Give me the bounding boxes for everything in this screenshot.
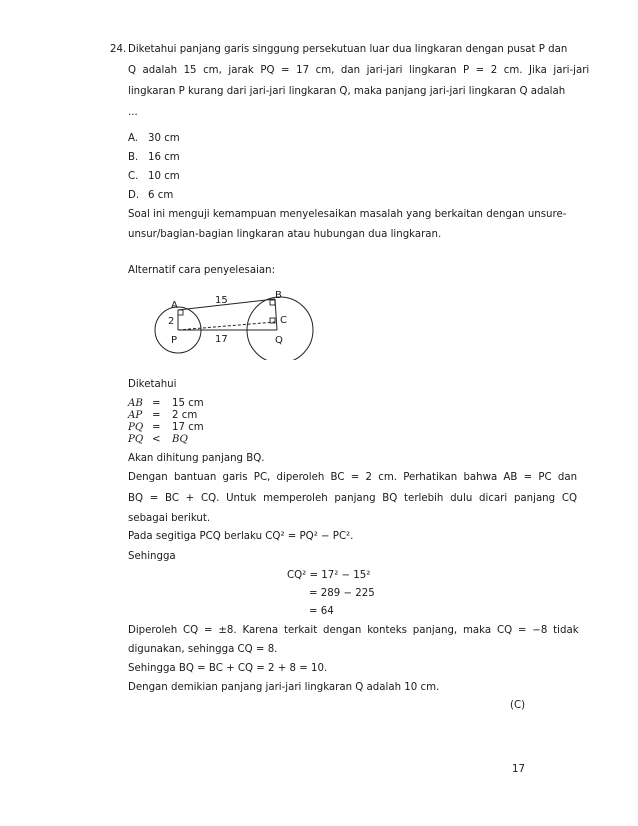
intro-line-1: Soal ini menguji kemampuan menyelesaikan masalah yang berkaitan dengan unsure- [128, 209, 567, 220]
calc-line-1: CQ² = 17² − 15² [287, 570, 371, 581]
question-line-2: Q adalah 15 cm, jarak PQ = 17 cm, dan jari-jari lingkaran P = 2 cm. Jika jari-jari [128, 65, 590, 76]
intro-line-2: unsur/bagian-bagian lingkaran atau hubungan dua lingkaran. [128, 229, 442, 240]
label-17: 17 [215, 334, 228, 345]
option-b-letter: B. [128, 152, 139, 163]
given-3-op: = [152, 422, 161, 433]
question-line-4: ... [128, 107, 138, 118]
two-circles-diagram [150, 285, 320, 360]
label-q: Q [275, 335, 283, 346]
label-p: P [171, 335, 178, 346]
given-1-rhs: 15 cm [172, 398, 204, 409]
option-c-text: 10 cm [148, 171, 180, 182]
dengan-line-3: sebagai berikut. [128, 513, 211, 524]
conclusion-line: Dengan demikian panjang jari-jari lingkaran Q adalah 10 cm. [128, 682, 440, 693]
answer-marker: (C) [510, 700, 526, 711]
label-15: 15 [215, 295, 228, 306]
option-d-letter: D. [128, 190, 140, 201]
label-b: B [275, 290, 282, 301]
circle-q [247, 297, 313, 360]
label-a: A [171, 300, 178, 311]
given-2-op: = [152, 410, 161, 421]
calc-line-2: = 289 − 225 [309, 588, 375, 599]
question-line-1: Diketahui panjang garis singgung persekutuan luar dua lingkaran dengan pusat P dan [128, 44, 568, 55]
given-4-lhs: PQ [128, 434, 144, 445]
dengan-line-2: BQ = BC + CQ. Untuk memperoleh panjang BQ terlebih dulu dicari panjang CQ [128, 493, 577, 504]
label-2: 2 [168, 316, 175, 327]
diperoleh-line-2: digunakan, sehingga CQ = 8. [128, 644, 278, 655]
given-1-lhs: AB [128, 398, 143, 409]
right-angle-a [178, 310, 183, 315]
given-2-lhs: AP [128, 410, 143, 421]
given-3-rhs: 17 cm [172, 422, 204, 433]
option-d-text: 6 cm [148, 190, 174, 201]
label-c: C [280, 315, 287, 326]
given-2-rhs: 2 cm [172, 410, 198, 421]
diperoleh-line-1: Diperoleh CQ = ±8. Karena terkait dengan konteks panjang, maka CQ = −8 tidak [128, 625, 579, 636]
segment-pc [178, 322, 275, 330]
pada-line: Pada segitiga PCQ berlaku CQ² = PQ² − PC². [128, 531, 354, 542]
question-number: 24. [110, 44, 127, 55]
dengan-line-1: Dengan bantuan garis PC, diperoleh BC = 2 cm. Perhatikan bahwa AB = PC dan [128, 472, 578, 483]
alternatif-heading: Alternatif cara penyelesaian: [128, 265, 276, 276]
given-4-rhs: BQ [172, 434, 188, 445]
given-3-lhs: PQ [128, 422, 144, 433]
given-1-op: = [152, 398, 161, 409]
diketahui-heading: Diketahui [128, 379, 177, 390]
sehingga-line: Sehingga [128, 551, 176, 562]
sehingga2-line: Sehingga BQ = BC + CQ = 2 + 8 = 10. [128, 663, 328, 674]
given-4-op: < [152, 434, 161, 445]
akan-line: Akan dihitung panjang BQ. [128, 453, 265, 464]
page-number: 17 [512, 764, 525, 775]
option-c-letter: C. [128, 171, 139, 182]
calc-line-3: = 64 [309, 606, 334, 617]
option-b-text: 16 cm [148, 152, 180, 163]
option-a-text: 30 cm [148, 133, 180, 144]
question-line-3: lingkaran P kurang dari jari-jari lingkaran Q, maka panjang jari-jari lingkaran Q adalah [128, 86, 566, 97]
option-a-letter: A. [128, 133, 139, 144]
